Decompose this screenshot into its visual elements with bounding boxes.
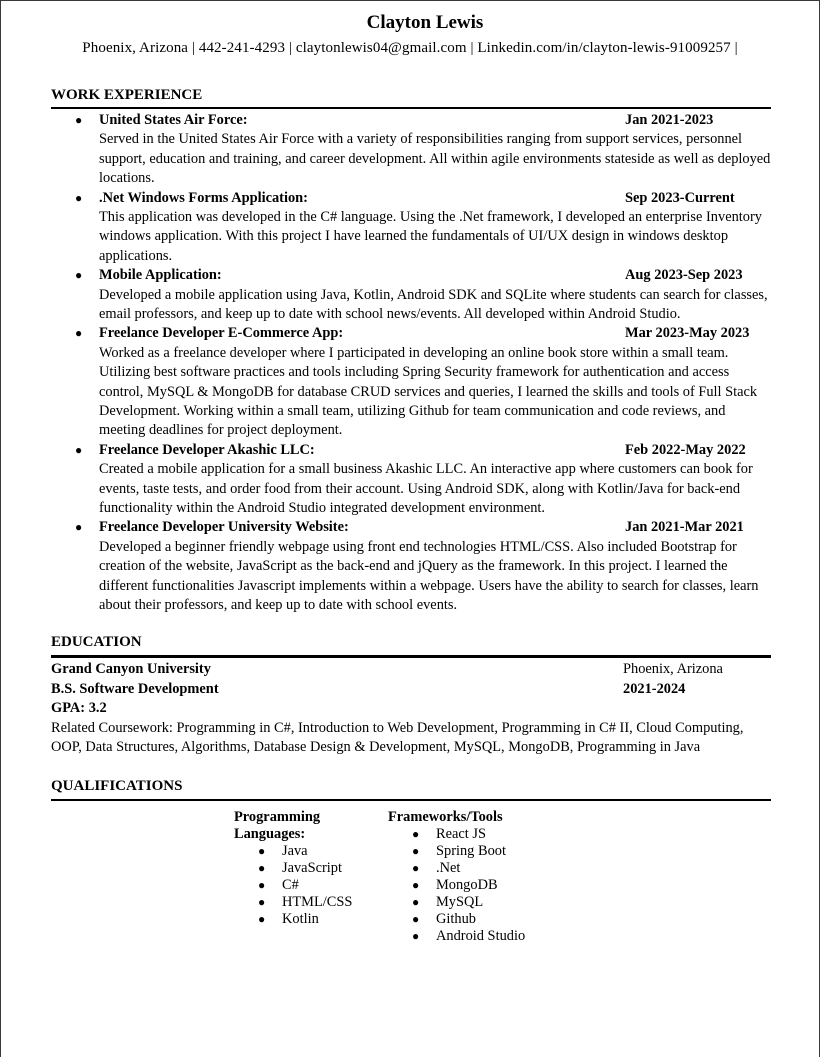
job-entry bbox=[51, 518, 773, 615]
bullet-icon: ● bbox=[258, 878, 266, 892]
job-description: Worked as a freelance developer where I participated in developing an online book store within a small team. Utilizing best software practices and tools including Spring Security framework for authentication and access control, MySQL & MongoDB for database CRUD services and queries, I learned the skills and tools of Full Stack Development. Working within a small team, utilizing Github for team communication and code reviews, and meeting deadlines for project deployment. bbox=[99, 344, 758, 439]
school-location: Phoenix, Arizona bbox=[623, 661, 723, 677]
degree: B.S. Software Development bbox=[51, 680, 219, 697]
job-title: Freelance Developer University Website: bbox=[99, 519, 349, 536]
education-divider bbox=[51, 655, 771, 658]
job-entry bbox=[51, 111, 773, 189]
job-description: Served in the United States Air Force with a variety of responsibilities ranging from support services, personnel support, education and training, and career development. All within agile environments stateside as well as deployed locations. bbox=[99, 131, 771, 187]
job-title: Mobile Application: bbox=[99, 267, 222, 284]
job-description: Developed a mobile application using Java, Kotlin, Android SDK and SQLite where students can search for classes, email professors, and keep up to date with school news/events. All developed within Android Studio. bbox=[99, 286, 768, 323]
job-date: Mar 2023-May 2023 bbox=[625, 325, 750, 342]
list-item: ● Github bbox=[412, 911, 476, 927]
job-title: Freelance Developer E-Commerce App: bbox=[99, 325, 344, 342]
list-item: ● React JS bbox=[412, 826, 486, 842]
bullet-icon: ● bbox=[412, 912, 420, 926]
coursework: Related Coursework: Programming in C#, Introduction to Web Development, Programming in C# II, Cloud Computing, OOP, Data Structures, Algorithms, Database Design & Development, MySQL, MongoDB, Programming in Java bbox=[51, 719, 744, 756]
bullet-icon: ● bbox=[412, 929, 420, 943]
list-item: ● .Net bbox=[412, 860, 461, 876]
job-description: Created a mobile application for a small business Akashic LLC. An interactive app where customers can book for events, taste tests, and order food from their account. Using Android SDK, along with Kotlin/Java for back-end functionality within the Android Studio integrated development environment. bbox=[99, 461, 753, 517]
bullet-icon: ● bbox=[412, 878, 420, 892]
bullet-icon: ● bbox=[75, 268, 83, 283]
education-block bbox=[51, 660, 773, 758]
frameworks-tools-heading: Frameworks/Tools bbox=[388, 809, 503, 825]
bullet-icon: ● bbox=[258, 912, 266, 926]
job-title: Freelance Developer Akashic LLC: bbox=[99, 441, 315, 458]
qualifications-heading: QUALIFICATIONS bbox=[51, 778, 183, 794]
bullet-icon: ● bbox=[258, 895, 266, 909]
job-description: This application was developed in the C# language. Using the .Net framework, I developed an enterprise Inventory windows application. With this project I have learned the fundamentals of UI/UX design in windows desktop applications. bbox=[99, 209, 762, 264]
job-date: Sep 2023-Current bbox=[625, 189, 735, 206]
bullet-icon: ● bbox=[412, 861, 420, 875]
programming-languages-list bbox=[234, 843, 384, 928]
job-entry bbox=[51, 266, 773, 324]
degree-years: 2021-2024 bbox=[623, 680, 686, 697]
education-heading: EDUCATION bbox=[51, 634, 142, 650]
bullet-icon: ● bbox=[258, 861, 266, 875]
job-date: Jan 2021-2023 bbox=[625, 112, 714, 128]
school-name: Grand Canyon University bbox=[51, 661, 211, 677]
job-entry bbox=[51, 441, 773, 519]
qualifications-divider bbox=[51, 799, 771, 801]
job-date: Aug 2023-Sep 2023 bbox=[625, 267, 743, 284]
list-item: ● Android Studio bbox=[412, 928, 526, 944]
list-item: ● JavaScript bbox=[258, 860, 342, 876]
job-date: Jan 2021-Mar 2021 bbox=[625, 519, 744, 536]
bullet-icon: ● bbox=[75, 520, 83, 535]
job-title: United States Air Force: bbox=[99, 112, 248, 128]
list-item: ● C# bbox=[258, 877, 299, 893]
work-experience-heading: WORK EXPERIENCE bbox=[51, 87, 203, 103]
bullet-icon: ● bbox=[412, 827, 420, 841]
bullet-icon: ● bbox=[258, 844, 266, 858]
bullet-icon: ● bbox=[75, 113, 83, 127]
job-date: Feb 2022-May 2022 bbox=[625, 441, 746, 458]
programming-languages-heading: Programming Languages: bbox=[234, 809, 321, 842]
contact-line: Phoenix, Arizona | 442-241-4293 | claytonlewis04@gmail.com | Linkedin.com/in/clayton-lewis-91009257 | bbox=[82, 40, 738, 56]
bullet-icon: ● bbox=[75, 442, 83, 457]
list-item: ● MySQL bbox=[412, 894, 484, 910]
gpa: GPA: 3.2 bbox=[51, 700, 107, 717]
bullet-icon: ● bbox=[412, 844, 420, 858]
list-item: ● Kotlin bbox=[258, 911, 319, 927]
frameworks-tools-column bbox=[388, 809, 588, 945]
candidate-name: Clayton Lewis bbox=[366, 12, 484, 33]
bullet-icon: ● bbox=[75, 190, 83, 205]
job-description: Developed a beginner friendly webpage using front end technologies HTML/CSS. Also included Bootstrap for creation of the website, JavaScript as the back-end and jQuery as the framework. In this project. I learned the different functionalities Javascript implements within a webpage. Users have the ability to search for classes, learn about their professors, and keep up to date with school events. bbox=[99, 538, 759, 614]
work-experience-divider bbox=[51, 107, 771, 109]
frameworks-tools-list bbox=[388, 826, 588, 945]
list-item: ● Java bbox=[258, 843, 308, 859]
list-item: ● Spring Boot bbox=[412, 843, 506, 859]
list-item: ● MongoDB bbox=[412, 877, 498, 893]
list-item: ● HTML/CSS bbox=[258, 894, 353, 910]
job-title: .Net Windows Forms Application: bbox=[99, 189, 308, 206]
programming-languages-column bbox=[234, 809, 384, 928]
job-entry bbox=[51, 189, 773, 267]
bullet-icon: ● bbox=[75, 326, 83, 341]
job-entry bbox=[51, 324, 773, 440]
bullet-icon: ● bbox=[412, 895, 420, 909]
work-experience-list bbox=[51, 111, 773, 615]
